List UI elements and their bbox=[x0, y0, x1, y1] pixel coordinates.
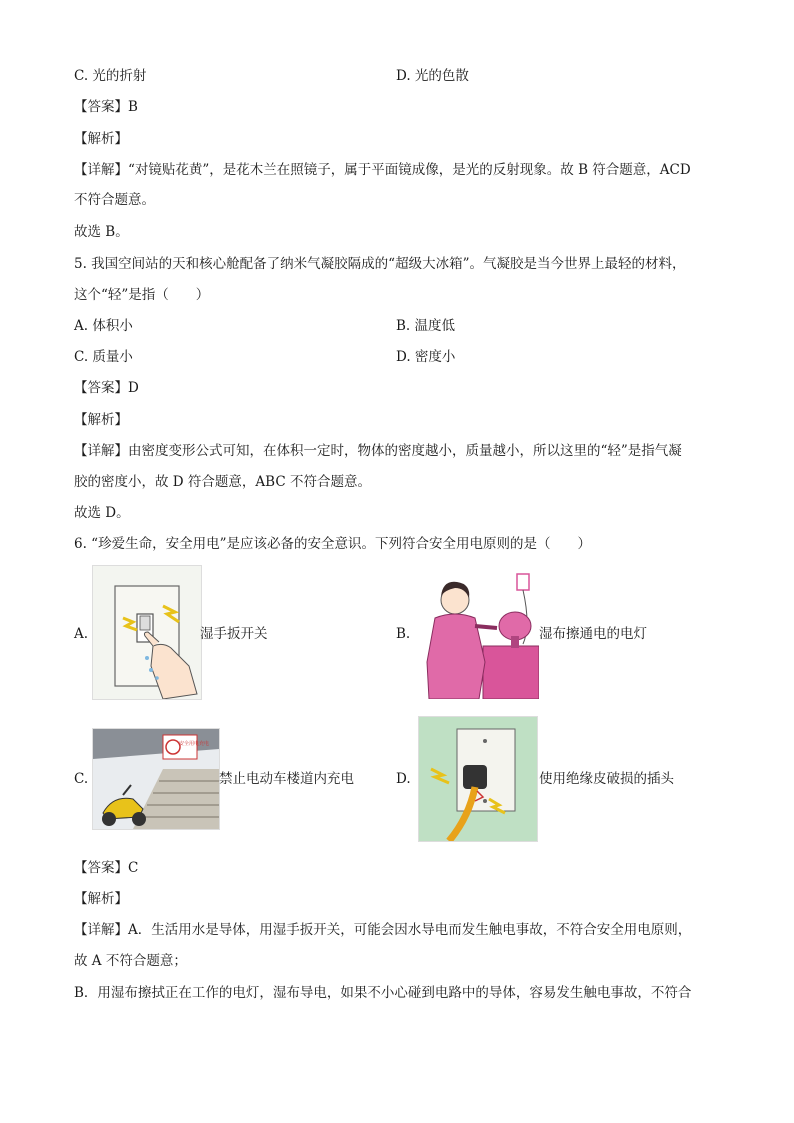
q4-option-d: D. 光的色散 bbox=[396, 68, 469, 84]
q4-answer: 【答案】B bbox=[74, 99, 138, 115]
q5-answer: 【答案】D bbox=[74, 380, 139, 396]
q5-option-a: A. 体积小 bbox=[74, 318, 133, 334]
q4-choose: 故选 B。 bbox=[74, 224, 129, 240]
q6-option-a-letter: A. bbox=[74, 626, 89, 642]
q5-stem-line1: 5. 我国空间站的天和核心舱配备了纳米气凝胶隔成的“超级大冰箱”。气凝胶是当今世界上最轻的材料， bbox=[74, 256, 686, 272]
q4-detail-line2: 不符合题意。 bbox=[74, 192, 155, 208]
q5-choose: 故选 D。 bbox=[74, 505, 130, 521]
damaged-plug-illustration bbox=[419, 717, 537, 841]
q6-option-d-image bbox=[418, 716, 538, 842]
q6-option-c-letter: C. bbox=[74, 771, 89, 787]
q4-detail-line1: 【详解】“对镜贴花黄”，是花木兰在照镜子，属于平面镜成像，是光的反射现象。故 B 符合题意，ACD bbox=[74, 162, 691, 178]
q6-option-d-text: 使用绝缘皮破损的插头 bbox=[539, 771, 674, 787]
stairwell-ebike-illustration bbox=[93, 729, 219, 829]
q6-detail-line1: 【详解】A．生活用水是导体，用湿手扳开关，可能会因水导电而发生触电事故，不符合安全用电原则， bbox=[74, 922, 692, 938]
q5-option-b: B. 温度低 bbox=[396, 318, 456, 334]
q6-option-b-image bbox=[418, 565, 540, 700]
q6-analysis-label: 【解析】 bbox=[74, 891, 128, 907]
q6-detail-line3: B．用湿布擦拭正在工作的电灯，湿布导电，如果不小心碰到电路中的导体，容易发生触电事故，不符合 bbox=[74, 985, 692, 1001]
q6-detail-line2: 故 A 不符合题意； bbox=[74, 953, 187, 969]
q4-option-c: C. 光的折射 bbox=[74, 68, 147, 84]
q5-stem-line2: 这个“轻”是指（ ） bbox=[74, 287, 210, 303]
q6-option-d-letter: D. bbox=[396, 771, 411, 787]
q5-option-d: D. 密度小 bbox=[396, 349, 456, 365]
q6-option-c-text: 禁止电动车楼道内充电 bbox=[219, 771, 354, 787]
q5-detail-line2: 胶的密度小，故 D 符合题意，ABC 不符合题意。 bbox=[74, 474, 371, 490]
no-charging-sign-text: 安全用电充电 bbox=[179, 741, 210, 747]
q6-option-c-image bbox=[92, 728, 220, 830]
wet-cloth-lamp-illustration bbox=[419, 566, 539, 699]
q5-option-c: C. 质量小 bbox=[74, 349, 133, 365]
q4-analysis-label: 【解析】 bbox=[74, 131, 128, 147]
q6-option-a-text: 湿手扳开关 bbox=[200, 626, 268, 642]
q6-option-b-letter: B. bbox=[396, 626, 411, 642]
q5-analysis-label: 【解析】 bbox=[74, 412, 128, 428]
q6-option-a-image bbox=[92, 565, 202, 700]
q6-answer: 【答案】C bbox=[74, 860, 139, 876]
q6-stem: 6. “珍爱生命，安全用电”是应该必备的安全意识。下列符合安全用电原则的是（ ） bbox=[74, 536, 591, 552]
wet-hand-switch-illustration bbox=[93, 566, 201, 699]
q5-detail-line1: 【详解】由密度变形公式可知，在体积一定时，物体的密度越小，质量越小，所以这里的“轻”是指气凝 bbox=[74, 443, 682, 459]
q6-option-b-text: 湿布擦通电的电灯 bbox=[539, 626, 647, 642]
